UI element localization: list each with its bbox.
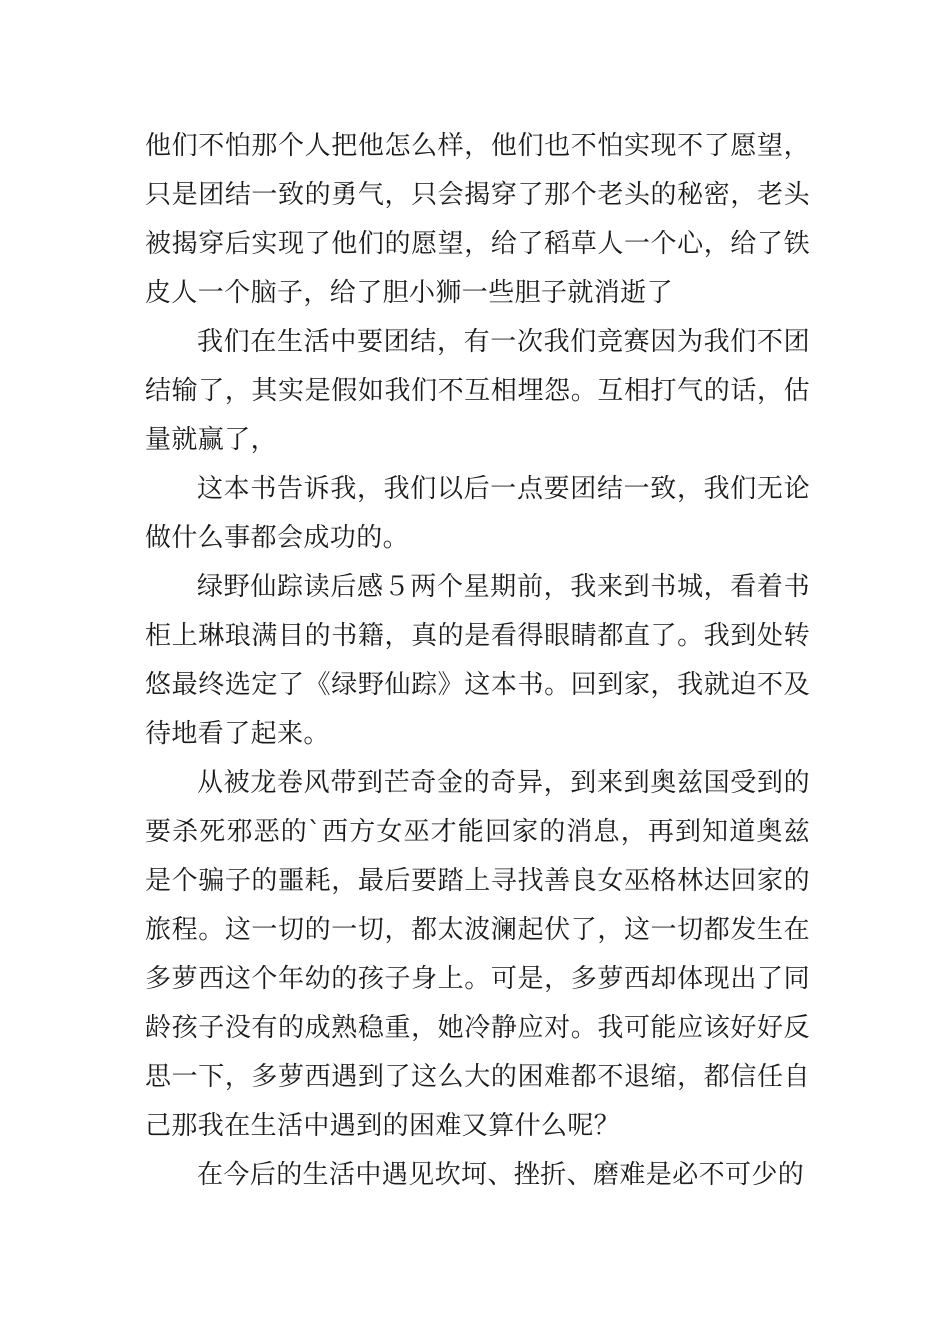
paragraph-1: 他们不怕那个人把他怎么样，他们也不怕实现不了愿望，只是团结一致的勇气，只会揭穿了那个老头的秘密，老头被揭穿后实现了他们的愿望，给了稻草人一个心，给了铁皮人一个脑子，给了胆小狮一些胆子就消逝了 bbox=[145, 131, 810, 308]
paragraph-6: 在今后的生活中遇见坎坷、挫折、磨难是必不可少的 bbox=[197, 1160, 805, 1190]
paragraph-2: 我们在生活中要团结，有一次我们竞赛因为我们不团结输了，其实是假如我们不互相埋怨。互相打气的话，估量就赢了， bbox=[145, 327, 810, 455]
paragraph-5: 从被龙卷风带到芒奇金的奇异，到来到奥兹国受到的要杀死邪恶的`西方女巫才能回家的消息，再到知道奥兹是个骗子的噩耗，最后要踏上寻找善良女巫格林达回家的旅程。这一切的一切，都太波澜起伏了，这一切都发生在多萝西这个年幼的孩子身上。可是，多萝西却体现出了同龄孩子没有的成熟稳重，她冷静应对。我可能应该好好反思一下，多萝西遇到了这么大的困难都不退缩，都信任自己那我在生活中遇到的困难又算什么呢？ bbox=[145, 768, 810, 1141]
paragraph-4: 绿野仙踪读后感５两个星期前，我来到书城，看着书柜上琳琅满目的书籍，真的是看得眼睛都直了。我到处转悠最终选定了《绿野仙踪》这本书。回到家，我就迫不及待地看了起来。 bbox=[145, 572, 810, 749]
document-body bbox=[145, 122, 810, 1200]
paragraph-3: 这本书告诉我，我们以后一点要团结一致，我们无论做什么事都会成功的。 bbox=[145, 474, 810, 553]
